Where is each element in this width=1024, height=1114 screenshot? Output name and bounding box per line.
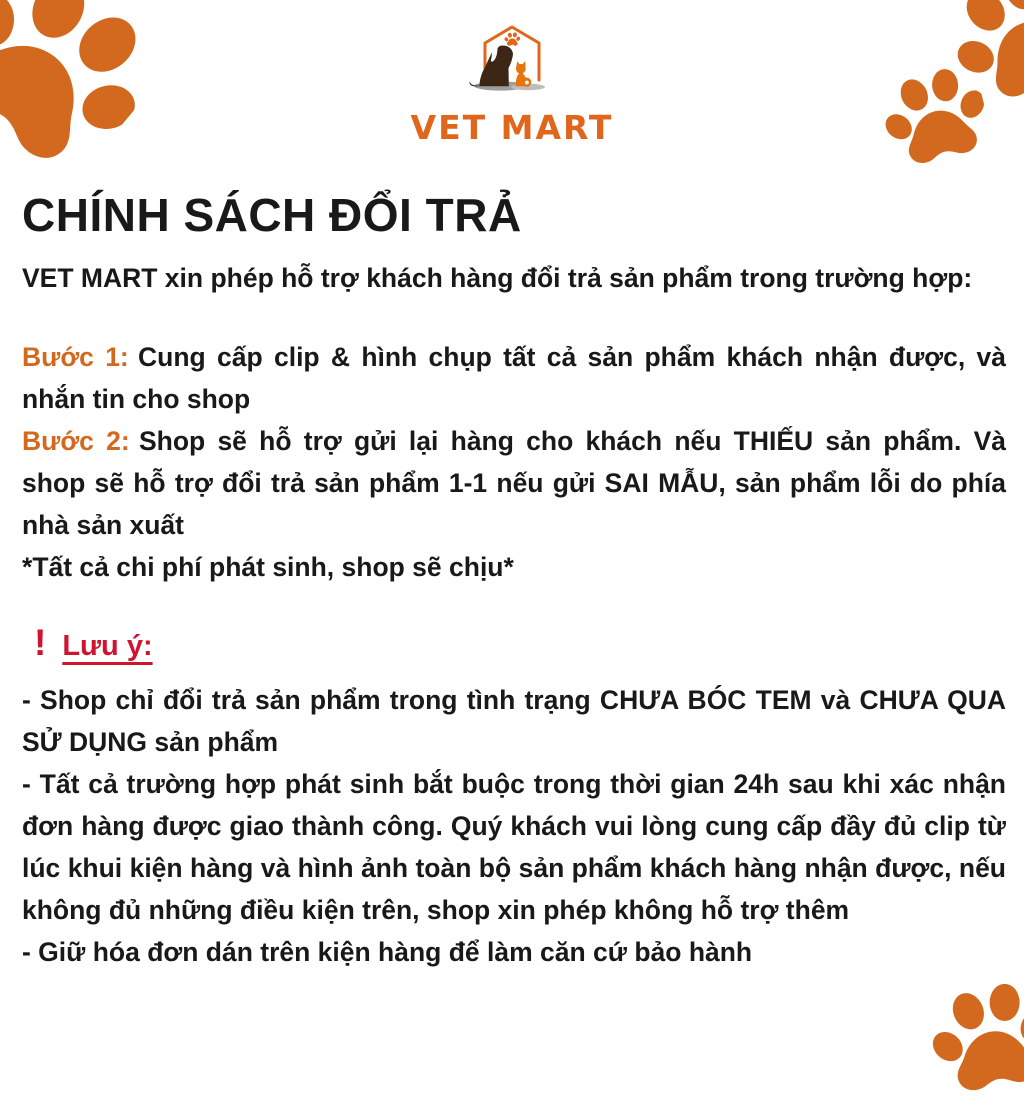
notice-items xyxy=(22,679,1006,973)
step-2-text: Shop sẽ hỗ trợ gửi lại hàng cho khách nếu THIẾU sản phẩm. Và shop sẽ hỗ trợ đổi trả sản phẩm 1-1 nếu gửi SAI MẪU, sản phẩm lỗi do phía nhà sản xuất xyxy=(22,426,1006,540)
step-2-label: Bước 2: xyxy=(22,426,130,456)
paw-icon xyxy=(504,32,521,46)
notice-title: Lưu ý: xyxy=(62,630,153,662)
step-2 xyxy=(22,420,1006,546)
notice-item: - Shop chỉ đổi trả sản phẩm trong tình trạng CHƯA BÓC TEM và CHƯA QUA SỬ DỤNG sản phẩm xyxy=(22,685,1006,757)
fee-note: *Tất cả chi phí phát sinh, shop sẽ chịu* xyxy=(22,552,514,582)
notice-heading xyxy=(22,624,1006,663)
dog-silhouette-icon xyxy=(469,46,513,87)
cat-silhouette-icon xyxy=(516,61,532,87)
step-1 xyxy=(22,336,1006,420)
vet-mart-logo-graphic xyxy=(424,24,600,106)
brand-name: VET MART xyxy=(410,108,614,147)
paw-print-icon xyxy=(920,974,1024,1113)
step-1-label: Bước 1: xyxy=(22,342,129,372)
policy-document xyxy=(22,174,1006,973)
steps-section xyxy=(22,336,1006,588)
notice-item: - Giữ hóa đơn dán trên kiện hàng để làm căn cứ bảo hành xyxy=(22,937,753,967)
page-title: CHÍNH SÁCH ĐỔI TRẢ xyxy=(22,189,522,241)
exclamation-icon: ! xyxy=(34,622,47,663)
notice-item: - Tất cả trường hợp phát sinh bắt buộc trong thời gian 24h sau khi xác nhận đơn hàng được giao thành công. Quý khách vui lòng cung cấp đầy đủ clip từ lúc khui kiện hàng và hình ảnh toàn bộ sản phẩm khách hàng nhận được, nếu không đủ những điều kiện trên, shop xin phép không hỗ trợ thêm xyxy=(22,769,1006,925)
intro-text: VET MART xin phép hỗ trợ khách hàng đổi trả sản phẩm trong trường hợp: xyxy=(22,263,973,293)
step-1-text: Cung cấp clip & hình chụp tất cả sản phẩm khách nhận được, và nhắn tin cho shop xyxy=(22,342,1006,414)
